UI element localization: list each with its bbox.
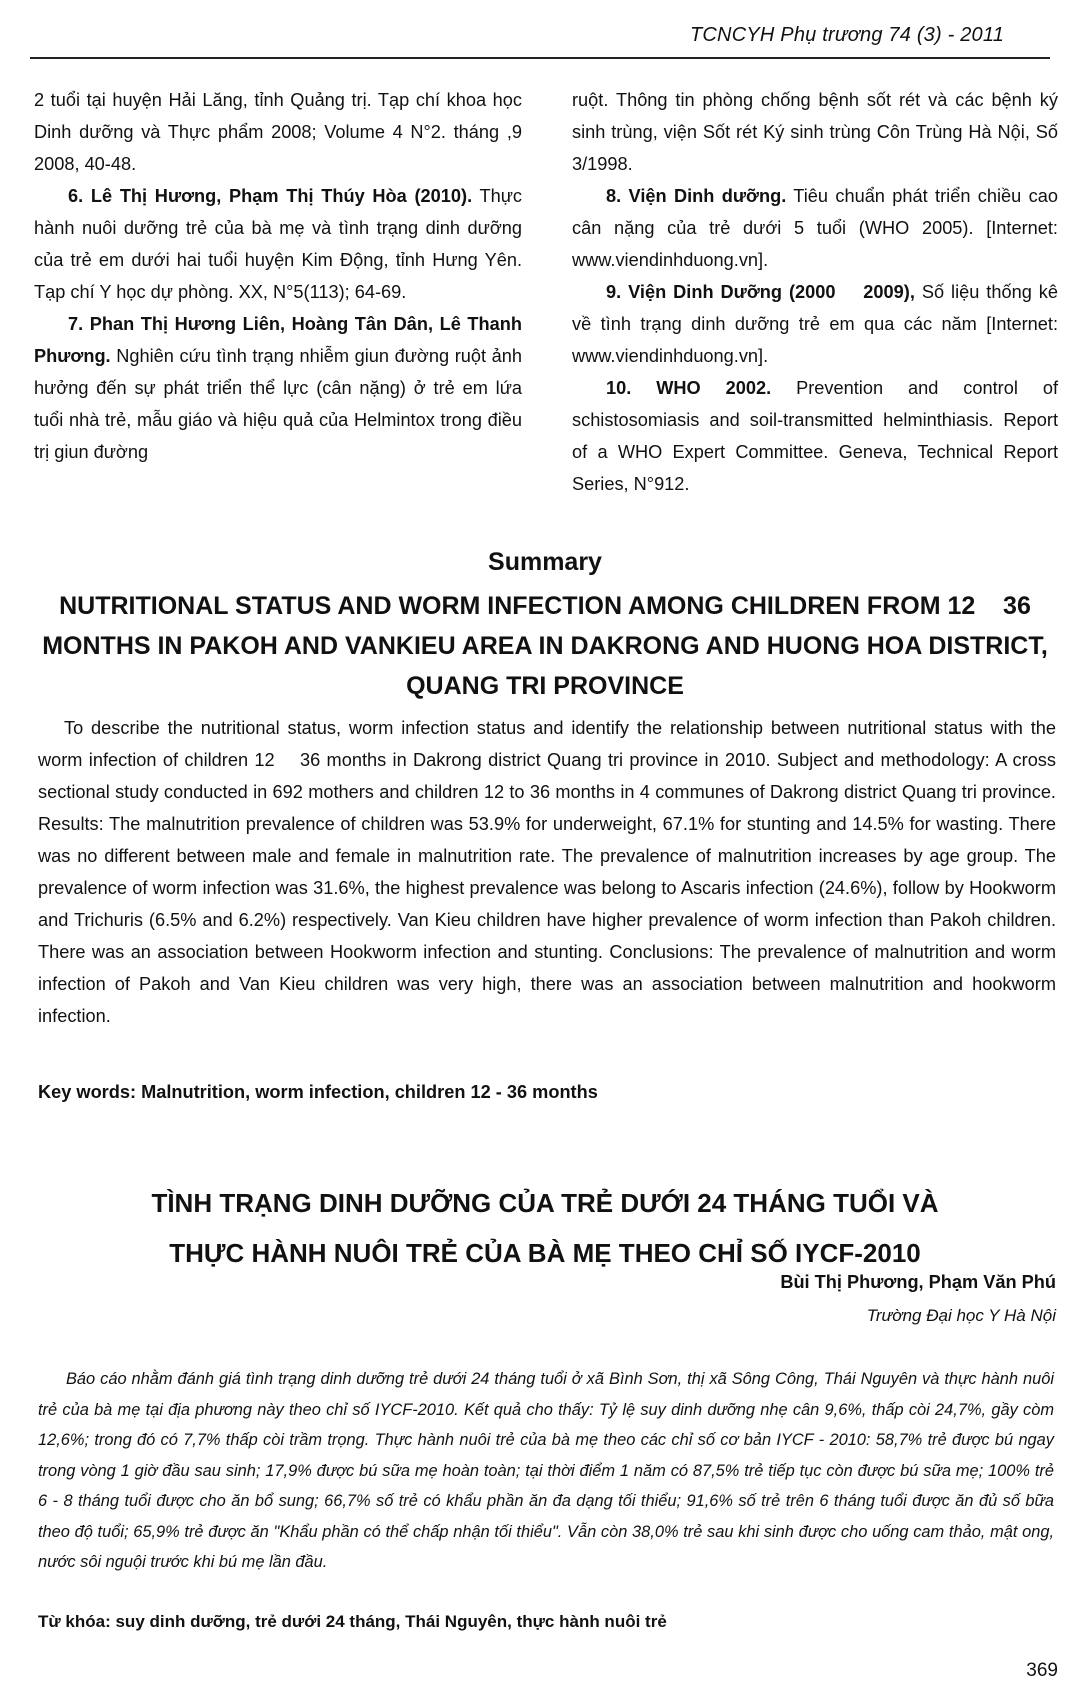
reference-text: ruột. Thông tin phòng chống bệnh sốt rét và các bệnh ký sinh trùng, viện Sốt rét Ký sinh trùng Côn Trùng Hà Nội, Số 3/1998. — [572, 90, 1058, 174]
reference-item — [34, 84, 522, 180]
article-keywords: Từ khóa: suy dinh dưỡng, trẻ dưới 24 tháng, Thái Nguyên, thực hành nuôi trẻ — [38, 1612, 667, 1631]
reference-text: Prevention and control of schistosomiasis and soil-transmitted helminthiasis. Report of a WHO Expert Committee. Geneva, Technical Report Series, N°912. — [572, 378, 1059, 494]
reference-text: Tiêu chuẩn phát triển chiều cao cân nặng của trẻ dưới 5 tuổi (WHO 2005). [Internet: www.viendinhduong.vn]. — [572, 186, 1058, 270]
reference-lead: 9. Viện Dinh Dưỡng (2000 2009), — [606, 282, 915, 302]
page-number: 369 — [1026, 1660, 1058, 1681]
article-title-line: TÌNH TRẠNG DINH DƯỠNG CỦA TRẺ DƯỚI 24 THÁNG TUỔI VÀ — [151, 1188, 939, 1218]
reference-item — [572, 276, 1058, 372]
reference-item — [572, 372, 1058, 500]
reference-lead: 10. WHO 2002. — [606, 378, 772, 398]
reference-item — [34, 180, 522, 308]
summary-heading: Summary — [488, 548, 602, 576]
reference-lead: 7. Phan Thị Hương Liên, Hoàng Tân Dân, Lê Thanh Phương. — [34, 314, 522, 366]
article-authors: Bùi Thị Phương, Phạm Văn Phú — [780, 1272, 1056, 1292]
summary-keywords-text: Key words: Malnutrition, worm infection, children 12 - 36 months — [38, 1082, 598, 1102]
reference-lead: 6. Lê Thị Hương, Phạm Thị Thúy Hòa (2010). — [68, 186, 473, 206]
references-left-column — [34, 84, 522, 468]
article-title-line: THỰC HÀNH NUÔI TRẺ CỦA BÀ MẸ THEO CHỈ SỐ IYCF-2010 — [169, 1238, 921, 1268]
reference-text: Nghiên cứu tình trạng nhiễm giun đường ruột ảnh hưởng đến sự phát triển thể lực (cân nặng) ở trẻ em lứa tuổi nhà trẻ, mẫu giáo và hiệu quả của Helmintox trong điều trị giun đường — [34, 346, 522, 462]
article-affiliation: Trường Đại học Y Hà Nội — [866, 1306, 1056, 1325]
reference-text: Thực hành nuôi dưỡng trẻ của bà mẹ và tình trạng dinh dưỡng của trẻ em dưới hai tuổi huyện Kim Động, tỉnh Hưng Yên. Tạp chí Y học dự phòng. XX, N°5(113); 64-69. — [34, 186, 523, 302]
reference-item — [34, 308, 522, 468]
summary-title: NUTRITIONAL STATUS AND WORM INFECTION AMONG CHILDREN FROM 12 36 MONTHS IN PAKOH AND VANKIEU AREA IN DAKRONG AND HUONG HOA DISTRICT, QUANG TRI PROVINCE — [42, 592, 1055, 700]
reference-text: 2 tuổi tại huyện Hải Lăng, tỉnh Quảng trị. Tạp chí khoa học Dinh dưỡng và Thực phẩm 2008; Volume 4 N°2. tháng ,9 2008, 40-48. — [34, 90, 522, 174]
reference-item — [572, 180, 1058, 276]
header-rule — [30, 57, 1050, 59]
summary-keywords — [38, 1082, 598, 1103]
article-abstract: Báo cáo nhằm đánh giá tình trạng dinh dưỡng trẻ dưới 24 tháng tuổi ở xã Bình Sơn, thị xã Sông Công, Thái Nguyên và thực hành nuôi trẻ của bà mẹ tại địa phương này theo chỉ số IYCF-2010. Kết quả cho thấy: Tỷ lệ suy dinh dưỡng nhẹ cân 9,6%, thấp còi 24,7%, gầy còm 12,6%; trong đó có 7,7% thấp còi trầm trọng. Thực hành nuôi trẻ của bà mẹ theo các chỉ số cơ bản IYCF - 2010: 58,7% trẻ được bú ngay trong vòng 1 giờ đầu sau sinh; 17,9% được bú sữa mẹ hoàn toàn; tại thời điểm 1 năm có 87,5% trẻ tiếp tục còn được bú sữa mẹ; 100% trẻ 6 - 8 tháng tuổi được cho ăn bổ sung; 66,7% số trẻ có khẩu phần ăn đa dạng tối thiểu; 91,6% số trẻ trên 6 tháng tuổi được ăn đủ số bữa theo độ tuổi; 65,9% trẻ được ăn "Khẩu phần có thể chấp nhận tối thiểu". Vẫn còn 38,0% trẻ sau khi sinh được cho uống cam thảo, mật ong, nước sôi nguội trước khi bú mẹ lần đầu. — [38, 1370, 1054, 1571]
reference-item — [572, 84, 1058, 180]
reference-text: Số liệu thống kê về tình trạng dinh dưỡng trẻ em qua các năm [Internet: www.viendinhduong.vn]. — [572, 282, 1058, 366]
reference-lead: 8. Viện Dinh dưỡng. — [606, 186, 787, 206]
article-title — [60, 1178, 1030, 1278]
references-right-column — [572, 84, 1058, 500]
summary-abstract: To describe the nutritional status, worm infection status and identify the relationship between nutritional status with the worm infection of children 12 36 months in Dakrong district Quang tri province in 2010. Subject and methodology: A cross sectional study conducted in 692 mothers and children 12 to 36 months in 4 communes of Dakrong district Quang tri province. Results: The malnutrition prevalence of children was 53.9% for underweight, 67.1% for stunting and 14.5% for wasting. There was no different between male and female in malnutrition rate. The prevalence of malnutrition increases by age group. The prevalence of worm infection was 31.6%, the highest prevalence was belong to Ascaris infection (24.6%), follow by Hookworm and Trichuris (6.5% and 6.2%) respectively. Van Kieu children have higher prevalence of worm infection than Pakoh children. There was an association between Hookworm infection and stunting. Conclusions: The prevalence of malnutrition and worm infection of Pakoh and Van Kieu children was very high, there was an association between malnutrition and hookworm infection. — [38, 718, 1062, 1026]
running-header: TCNCYH Phụ trương 74 (3) - 2011 — [690, 24, 1005, 46]
